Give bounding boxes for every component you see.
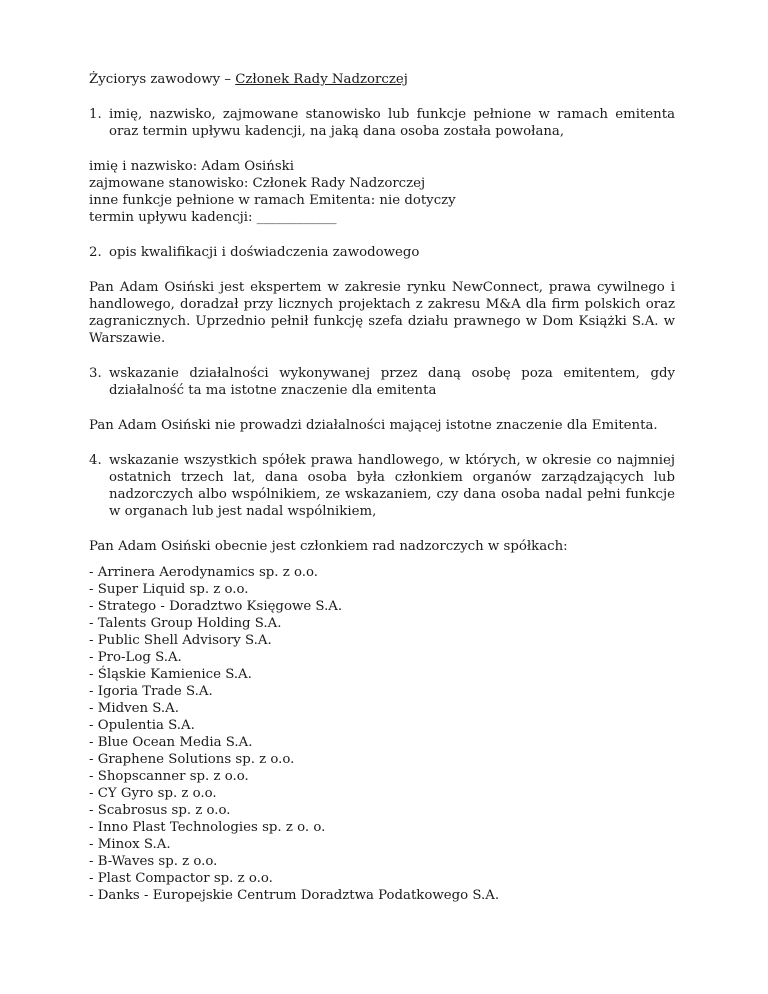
company-item: - Śląskie Kamienice S.A. <box>89 667 252 682</box>
section-1 <box>89 106 675 140</box>
section-4-number: 4. <box>89 453 102 468</box>
company-item: - Arrinera Aerodynamics sp. z o.o. <box>89 565 318 580</box>
detail-term: termin upływu kadencji: ____________ <box>89 210 337 225</box>
document-title <box>89 71 675 88</box>
company-item: - Opulentia S.A. <box>89 718 195 733</box>
section-1-number: 1. <box>89 107 102 122</box>
section-3-text: wskazanie działalności wykonywanej przez daną osobę poza emitentem, gdy działalność ta ma istotne znaczenie dla emitenta <box>109 366 675 398</box>
section-4 <box>89 452 675 520</box>
company-item: - B-Waves sp. z o.o. <box>89 854 218 869</box>
company-item: - Super Liquid sp. z o.o. <box>89 582 249 597</box>
section-2 <box>89 244 675 261</box>
company-item: - Minox S.A. <box>89 837 171 852</box>
company-item: - Public Shell Advisory S.A. <box>89 633 272 648</box>
section-3 <box>89 365 675 399</box>
company-item: - Danks - Europejskie Centrum Doradztwa Podatkowego S.A. <box>89 888 500 903</box>
detail-name: imię i nazwisko: Adam Osiński <box>89 159 294 174</box>
companies-list <box>89 564 675 904</box>
companies-intro: Pan Adam Osiński obecnie jest członkiem rad nadzorczych w spółkach: <box>89 539 568 554</box>
company-item: - CY Gyro sp. z o.o. <box>89 786 217 801</box>
section-1-text: imię, nazwisko, zajmowane stanowisko lub funkcje pełnione w ramach emitenta oraz termin upływu kadencji, na jaką dana osoba została powołana, <box>109 107 675 139</box>
company-item: - Graphene Solutions sp. z o.o. <box>89 752 295 767</box>
company-item: - Pro-Log S.A. <box>89 650 182 665</box>
section-2-text: opis kwalifikacji i doświadczenia zawodowego <box>109 245 420 260</box>
company-item: - Talents Group Holding S.A. <box>89 616 282 631</box>
qualifications-paragraph: Pan Adam Osiński jest ekspertem w zakresie rynku NewConnect, prawa cywilnego i handlowego, doradzał przy licznych projektach z zakresu M&A dla firm polskich oraz zagranicznych. Uprzednio pełnił funkcję szefa działu prawnego w Dom Książki S.A. w Warszawie. <box>89 280 675 346</box>
company-item: - Stratego - Doradztwo Księgowe S.A. <box>89 599 343 614</box>
company-item: - Igoria Trade S.A. <box>89 684 213 699</box>
company-item: - Shopscanner sp. z o.o. <box>89 769 249 784</box>
company-item: - Scabrosus sp. z o.o. <box>89 803 231 818</box>
company-item: - Inno Plast Technologies sp. z o. o. <box>89 820 326 835</box>
company-item: - Blue Ocean Media S.A. <box>89 735 253 750</box>
activity-paragraph: Pan Adam Osiński nie prowadzi działalności mającej istotne znaczenie dla Emitenta. <box>89 418 658 433</box>
company-item: - Plast Compactor sp. z o.o. <box>89 871 273 886</box>
person-details <box>89 158 675 226</box>
title-prefix: Życiorys zawodowy – <box>89 72 236 87</box>
section-4-text: wskazanie wszystkich spółek prawa handlowego, w których, w okresie co najmniej ostatnich trzech lat, dana osoba była członkiem organów zarządzających lub nadzorczych albo wspólnikiem, ze wskazaniem, czy dana osoba nadal pełni funkcje w organach lub jest nadal wspólnikiem, <box>109 453 675 519</box>
document-page <box>89 71 675 904</box>
section-3-number: 3. <box>89 366 102 381</box>
company-item: - Midven S.A. <box>89 701 179 716</box>
section-2-number: 2. <box>89 245 102 260</box>
title-role: Członek Rady Nadzorczej <box>235 72 408 87</box>
detail-other-functions: inne funkcje pełnione w ramach Emitenta: nie dotyczy <box>89 193 456 208</box>
detail-position: zajmowane stanowisko: Członek Rady Nadzorczej <box>89 176 426 191</box>
